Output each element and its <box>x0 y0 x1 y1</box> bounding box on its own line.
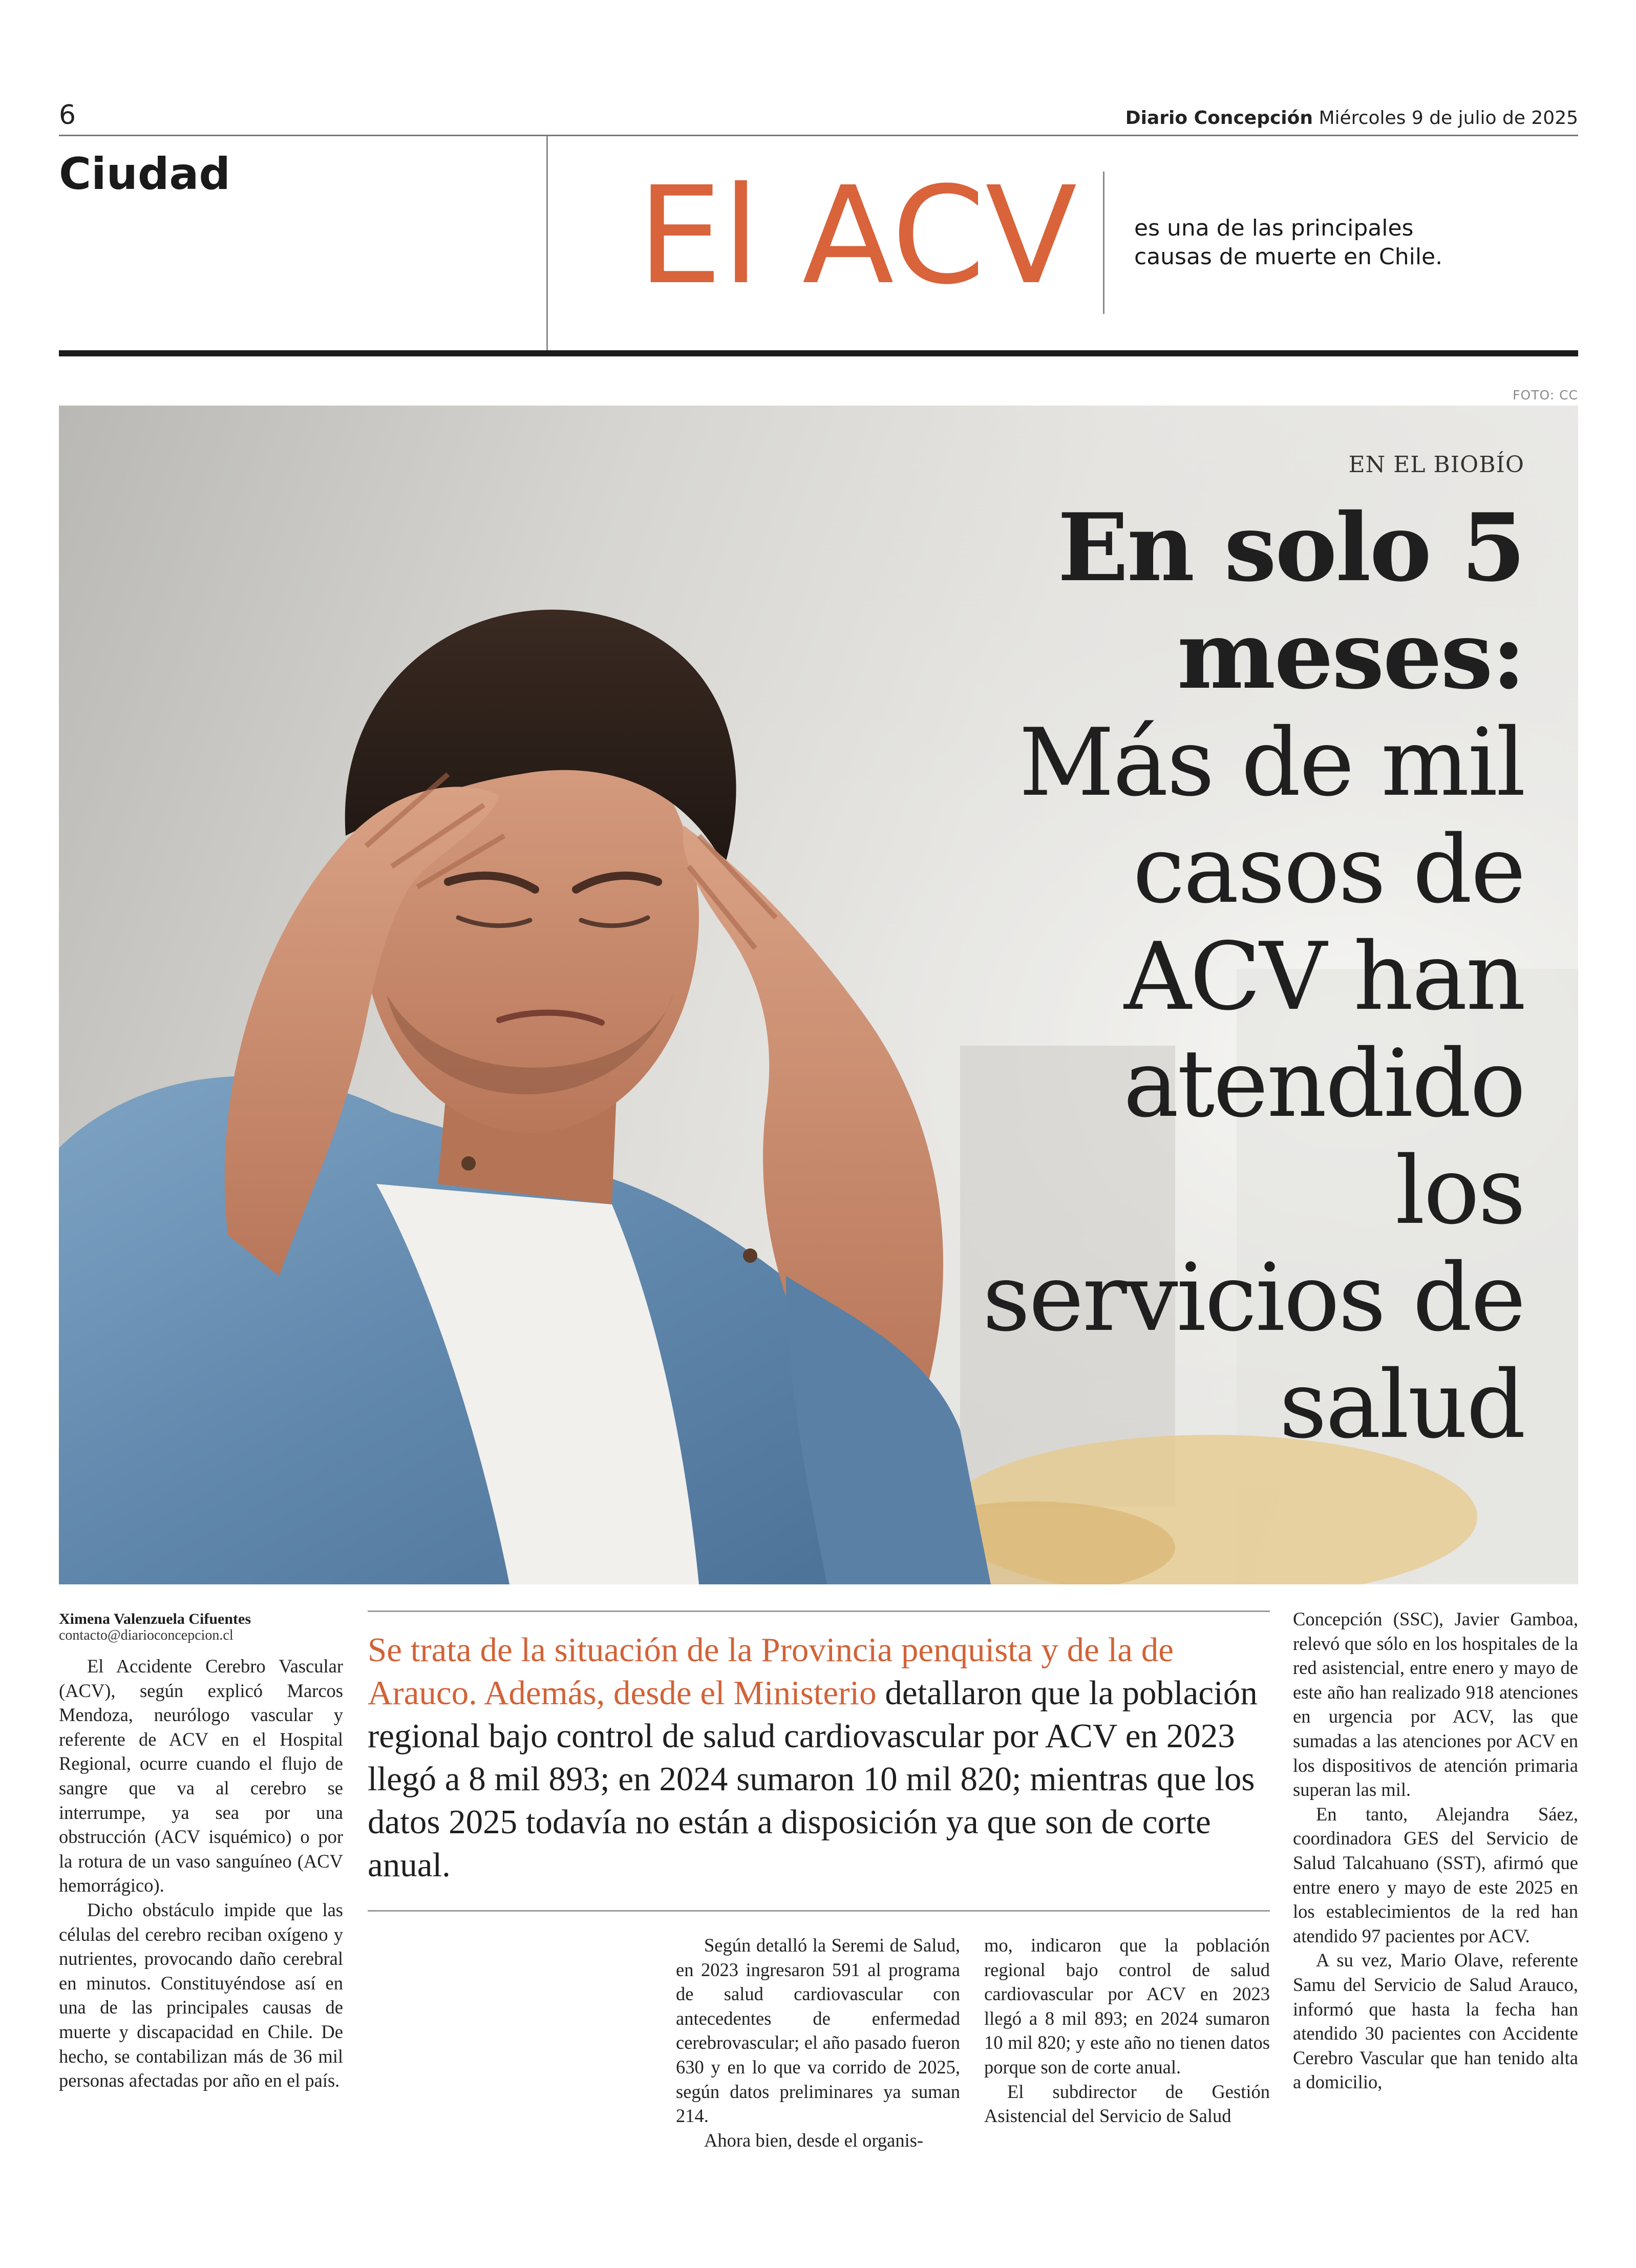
paragraph: En tanto, Alejandra Sáez, coordinadora GES del Servicio de Salud Talcahuano (SST), afirmó que entre enero y mayo de este 2025 en los establecimientos de la red han atendido 97 pacientes por ACV. <box>1293 1803 1578 1946</box>
section-label: Ciudad <box>59 149 230 200</box>
paragraph: mo, indicaron que la población regional bajo control de salud cardiovascular por ACV en 2023 llegó a 8 mil 893; en 2024 sumaron 10 mil 820; y este año no tienen datos porque son de corte anual. <box>984 1935 1270 2078</box>
headline <box>971 494 1524 1458</box>
paragraph: El subdirector de Gestión Asistencial del Servicio de Salud <box>984 2081 1270 2127</box>
publication-name: Diario Concepción <box>1125 108 1313 129</box>
lead-highlight: Se trata de la situación de la Provincia penquista y de la de Arauco. Además, desde el Ministerio <box>368 1631 1174 1712</box>
paragraph: Dicho obstáculo impide que las células del cerebro reciban oxígeno y nutrientes, provocando daño cerebral en minutos. Constituyéndose así en una de las principales causas de muerte y discapacidad en Chile. De hecho, se contabilizan más de 36 mil personas afectadas por año en el país. <box>59 1899 343 2091</box>
photo-credit: FOTO: CC <box>1513 388 1578 402</box>
article-column-2 <box>676 1933 960 2152</box>
headline-bold: En solo 5 meses: <box>1057 493 1524 710</box>
headline-eyebrow: EN EL BIOBÍO <box>1348 452 1524 478</box>
paragraph: Concepción (SSC), Javier Gamboa, relevó que sólo en los hospitales de la red asistencial, entre enero y mayo de este año han realizado 918 atenciones en urgencia por ACV, las que sumadas a las atenciones por ACV en los dispositivos de atención primaria superan las mil. <box>1293 1608 1578 1800</box>
kicker-divider <box>1103 172 1104 314</box>
lead-rule-top <box>368 1610 1270 1612</box>
headline-rest: Más de mil casos de ACV han atendido los servicios de salud <box>982 708 1524 1459</box>
kicker-subtitle: es una de las principales causas de muerte en Chile. <box>1134 215 1443 270</box>
lead-text: detallaron que la población regional bajo control de salud cardiovascular por ACV en 2023 llegó a 8 mil 893; en 2024 sumaron 10 mil 820; mientras que los datos 2025 todavía no están a disposición ya que son de corte anual. <box>368 1674 1258 1884</box>
paragraph: Según detalló la Seremi de Salud, en 2023 ingresaron 591 al programa de salud cardiovascular con antecedentes de enfermedad cerebrovascular; el año pasado fueron 630 y en lo que va corrido de 2025, según datos preliminares ya suman 214. <box>676 1935 960 2127</box>
paragraph: A su vez, Mario Olave, referente Samu del Servicio de Salud Arauco, informó que hasta la fecha han atendido 30 pacientes con Accidente Cerebro Vascular que han tenido alta a domicilio, <box>1293 1949 1578 2093</box>
article-column-3 <box>984 1933 1270 2128</box>
header-divider <box>546 136 548 351</box>
lead-paragraph <box>368 1628 1270 1887</box>
article-column-4 <box>1293 1607 1578 2094</box>
paragraph: El Accidente Cerebro Vascular (ACV), según explicó Marcos Mendoza, neurólogo vascular y referente de ACV en el Hospital Regional, ocurre cuando el flujo de sangre que va al cerebro se interrumpe, ya sea por una obstrucción (ACV isquémico) o por la rotura de un vaso sanguíneo (ACV hemorrágico). <box>59 1656 343 1896</box>
header-rule <box>59 350 1578 356</box>
masthead <box>1125 108 1578 129</box>
article-column-1 <box>59 1654 343 2093</box>
issue-date: Miércoles 9 de julio de 2025 <box>1319 108 1578 129</box>
lead-rule-bottom <box>368 1910 1270 1912</box>
top-rule <box>59 135 1578 136</box>
byline-name: Ximena Valenzuela Cifuentes <box>59 1610 251 1627</box>
byline-email: contacto@diarioconcepcion.cl <box>59 1627 233 1643</box>
kicker-title: El ACV <box>638 158 1077 314</box>
page-number: 6 <box>59 100 76 131</box>
paragraph: Ahora bien, desde el organis- <box>704 2129 924 2151</box>
